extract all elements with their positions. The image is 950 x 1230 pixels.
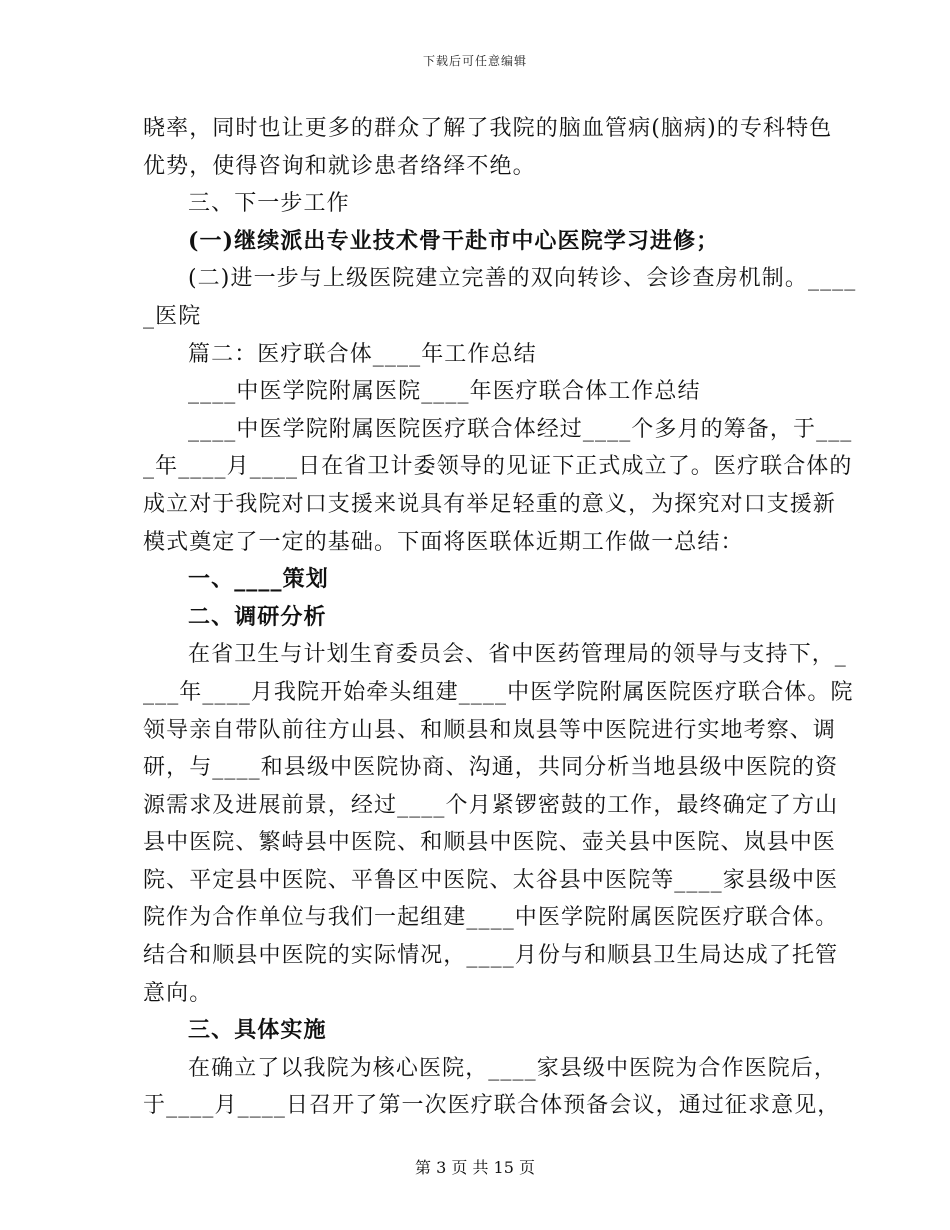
page-header: 下载后可任意编辑 bbox=[422, 54, 527, 68]
text-line: 院、平定县中医院、平鲁区中医院、太谷县中医院等____家县级中医 bbox=[143, 867, 839, 893]
text-line: 源需求及进展前景，经过____个月紧锣密鼓的工作，最终确定了方山 bbox=[143, 792, 839, 818]
text-line: 在省卫生与计划生育委员会、省中医药管理局的领导与支持下，_ bbox=[188, 642, 847, 668]
text-line: 研，与____和县级中医院协商、沟通，共同分析当地县级中医院的资 bbox=[143, 755, 839, 781]
text-line: 县中医院、繁峙县中医院、和顺县中医院、壶关县中医院、岚县中医 bbox=[143, 830, 837, 856]
text-line: 模式奠定了一定的基础。下面将医联体近期工作做一总结： bbox=[143, 529, 744, 555]
section-heading: (一)继续派出专业技术骨干赴市中心医院学习进修； bbox=[188, 227, 720, 254]
text-line: 篇二：医疗联合体____年工作总结 bbox=[188, 341, 537, 367]
text-line: 结合和顺县中医院的实际情况，____月份与和顺县卫生局达成了托管 bbox=[143, 943, 839, 969]
text-line: 晓率，同时也让更多的群众了解了我院的脑血管病(脑病)的专科特色 bbox=[143, 116, 833, 141]
text-line: (二)进一步与上级医院建立完善的双向转诊、会诊查房机制。____ bbox=[188, 266, 857, 292]
section-heading: 一、____策划 bbox=[188, 566, 329, 593]
text-line: ____中医学院附属医院医疗联合体经过____个多月的筹备，于___ bbox=[188, 416, 853, 442]
text-line: _医院 bbox=[143, 303, 202, 329]
text-line: 院作为合作单位与我们一起组建____中医学院附属医院医疗联合体。 bbox=[143, 905, 839, 931]
section-heading: 二、调研分析 bbox=[188, 603, 327, 630]
text-line: 于____月____日召开了第一次医疗联合体预备会议，通过征求意见， bbox=[143, 1093, 841, 1119]
text-line: 优势，使得咨询和就诊患者络绎不绝。 bbox=[143, 153, 536, 179]
text-line: 三、下一步工作 bbox=[188, 191, 350, 217]
text-line: 在确立了以我院为核心医院，____家县级中医院为合作医院后， bbox=[188, 1055, 838, 1081]
text-line: ____中医学院附属医院____年医疗联合体工作总结 bbox=[188, 379, 701, 405]
section-heading: 三、具体实施 bbox=[188, 1017, 327, 1044]
document-body bbox=[143, 110, 857, 1125]
text-line: 成立对于我院对口支援来说具有举足轻重的意义，为探究对口支援新 bbox=[143, 491, 837, 517]
page-number: 第 3 页 共 15 页 bbox=[415, 1158, 535, 1177]
text-line: 意向。 bbox=[143, 980, 213, 1006]
text-line: _年____月____日在省卫计委领导的见证下正式成立了。医疗联合体的 bbox=[143, 454, 853, 480]
text-line: ___年____月我院开始牵头组建____中医学院附属医院医疗联合体。院 bbox=[143, 679, 854, 705]
text-line: 领导亲自带队前往方山县、和顺县和岚县等中医院进行实地考察、调 bbox=[143, 717, 837, 743]
